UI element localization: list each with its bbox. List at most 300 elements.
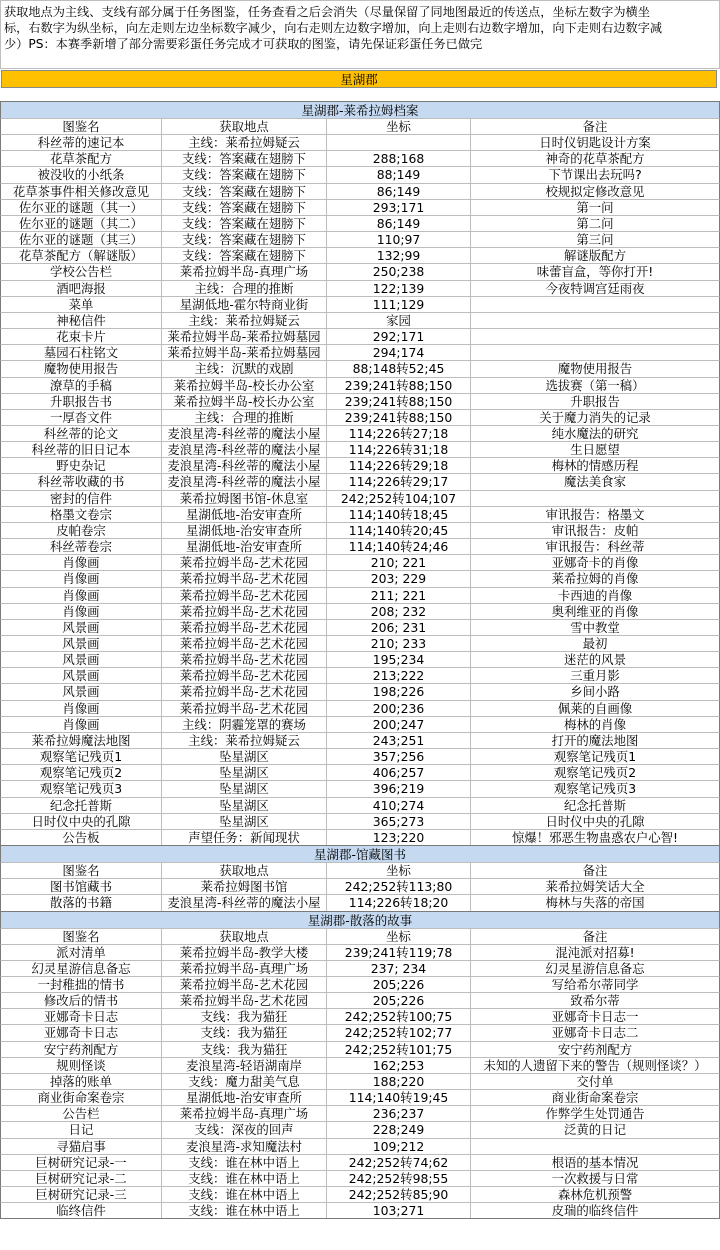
location-cell: 麦浪星湾-科丝蒂的魔法小屋 [162, 895, 327, 910]
location-cell: 坠星湖区 [162, 765, 327, 780]
column-header: 坐标 [327, 929, 471, 944]
coordinate-cell: 114;226转29;18 [327, 458, 471, 473]
coordinate-cell: 406;257 [327, 765, 471, 780]
table-row [0, 1121, 720, 1137]
location-cell: 莱希拉姆半岛-教学大楼 [162, 945, 327, 960]
column-header: 备注 [582, 863, 608, 879]
location-cell: 星湖低地-治安审查所 [162, 523, 327, 538]
coordinate-cell: 242;252转113;80 [327, 879, 471, 894]
coordinate-cell: 86;149 [327, 216, 471, 231]
location-cell: 主线：沉默的戏剧 [162, 361, 327, 376]
location-cell: 星湖低地-霍尔特商业街 [162, 297, 327, 312]
name-cell: 观察笔记残页2 [1, 765, 162, 780]
location-cell: 支线：魔力甜美气息 [162, 1074, 327, 1089]
name-cell: 菜单 [1, 297, 162, 312]
location-cell: 麦浪星湾-科丝蒂的魔法小屋 [162, 426, 327, 441]
location-cell: 星湖低地-治安审查所 [162, 1090, 327, 1105]
remark-cell: 泛黄的日记 [564, 1122, 626, 1138]
table-row [0, 813, 720, 829]
name-cell: 科丝蒂的旧日记本 [1, 442, 162, 457]
remark-cell: 佩莱的自画像 [557, 700, 633, 716]
table-row [0, 764, 720, 780]
remark-cell: 关于魔力消失的记录 [539, 409, 651, 425]
coordinate-cell: 114;226转31;18 [327, 442, 471, 457]
remark-cell: 交付单 [576, 1073, 614, 1089]
coordinate-cell: 110;97 [327, 232, 471, 247]
name-cell: 纪念托普斯 [1, 798, 162, 813]
location-cell: 莱希拉姆半岛-艺术花园 [162, 555, 327, 570]
location-cell: 支线：谁在林中语上 [162, 1203, 327, 1218]
column-header: 备注 [582, 928, 608, 944]
location-cell: 莱希拉姆半岛-真理广场 [162, 264, 327, 279]
table-row [0, 1024, 720, 1040]
location-cell: 麦浪星湾-科丝蒂的魔法小屋 [162, 474, 327, 489]
coordinate-cell: 242;252转98;55 [327, 1171, 471, 1186]
coordinate-cell: 162;253 [327, 1058, 471, 1073]
remark-cell: 亚娜奇卡日志二 [551, 1025, 639, 1041]
column-header: 获取地点 [162, 929, 327, 944]
table-row [0, 603, 720, 619]
coordinate-cell: 123;220 [327, 830, 471, 845]
name-cell: 肖像画 [1, 571, 162, 586]
location-cell: 莱希拉姆半岛-艺术花园 [162, 701, 327, 716]
name-cell: 佐尔亚的谜题（其二） [1, 216, 162, 231]
remark-cell: 卡西迪的肖像 [557, 587, 633, 603]
table-row [0, 1186, 720, 1202]
location-cell: 莱希拉姆半岛-艺术花园 [162, 668, 327, 683]
remark-cell: 森林危机预警 [557, 1187, 633, 1202]
location-cell: 支线：我为猫狂 [162, 1009, 327, 1024]
location-cell: 支线：答案藏在翅膀下 [162, 184, 327, 199]
name-cell: 野史杂记 [1, 458, 162, 473]
location-cell: 支线：答案藏在翅膀下 [162, 216, 327, 231]
location-cell: 支线：我为猫狂 [162, 1025, 327, 1040]
name-cell: 商业街命案卷宗 [1, 1090, 162, 1105]
table-row [0, 748, 720, 764]
remark-cell: 生日愿望 [570, 442, 620, 458]
remark-cell: 根语的基本情况 [551, 1154, 639, 1170]
name-cell: 风景画 [1, 668, 162, 683]
name-cell: 佐尔亚的谜题（其三） [1, 232, 162, 247]
remark-cell: 写给希尔蒂同学 [551, 976, 639, 992]
location-cell: 支线：谁在林中语上 [162, 1171, 327, 1186]
remark-cell: 混沌派对招募! [555, 944, 635, 960]
name-cell: 安宁药剂配方 [1, 1042, 162, 1057]
name-cell: 亚娜奇卡日志 [1, 1009, 162, 1024]
remark-cell: 梅林与失落的帝国 [545, 895, 645, 911]
name-cell: 佐尔亚的谜题（其一） [1, 200, 162, 215]
column-header: 获取地点 [162, 119, 327, 134]
table-row [0, 506, 720, 522]
location-cell: 主线：阴霾笼罩的赛场 [162, 717, 327, 732]
name-cell: 花束卡片 [1, 329, 162, 344]
location-cell: 支线：深夜的回声 [162, 1122, 327, 1137]
table-row [0, 150, 720, 166]
coordinate-cell: 228;249 [327, 1122, 471, 1137]
coordinate-cell: 195;234 [327, 652, 471, 667]
name-cell: 日记 [1, 1122, 162, 1137]
table-row [0, 651, 720, 667]
remark-cell: 今夜特调宫廷雨夜 [545, 280, 645, 296]
location-cell: 主线：莱希拉姆疑云 [162, 313, 327, 328]
table-header-row [0, 928, 720, 944]
coordinate-cell: 家园 [327, 313, 471, 328]
location-cell: 莱希拉姆半岛-艺术花园 [162, 636, 327, 651]
table-row [0, 797, 720, 813]
location-cell: 麦浪星湾-科丝蒂的魔法小屋 [162, 442, 327, 457]
table-row [0, 425, 720, 441]
coordinate-cell: 396;219 [327, 781, 471, 796]
table-row [0, 667, 720, 683]
table-row [0, 878, 720, 894]
coordinate-cell: 210; 233 [327, 636, 471, 651]
section-title: 星湖郡-馆藏图书 [0, 845, 720, 862]
remark-cell: 梅林的肖像 [564, 716, 626, 732]
coordinate-cell: 109;212 [327, 1139, 471, 1154]
table-row [0, 183, 720, 199]
name-cell: 花草茶配方 [1, 151, 162, 166]
location-cell: 坠星湖区 [162, 781, 327, 796]
table-row [0, 829, 720, 845]
table-header-row [0, 862, 720, 878]
table-row [0, 960, 720, 976]
location-cell: 主线：合理的推断 [162, 281, 327, 296]
coordinate-cell: 239;241转88;150 [327, 394, 471, 409]
coordinate-cell: 114;226转18;20 [327, 895, 471, 910]
coordinate-cell: 242;252转85;90 [327, 1187, 471, 1202]
coordinate-cell: 236;237 [327, 1106, 471, 1121]
location-cell: 坠星湖区 [162, 798, 327, 813]
coordinate-cell: 203; 229 [327, 571, 471, 586]
table-row [0, 247, 720, 263]
location-cell: 莱希拉姆半岛-真理广场 [162, 1106, 327, 1121]
section-title: 星湖郡-散落的故事 [0, 911, 720, 928]
remark-cell: 第一问 [576, 199, 614, 215]
instructions-note [0, 0, 720, 69]
table-row [0, 263, 720, 279]
table-row [0, 635, 720, 651]
location-cell: 支线：答案藏在翅膀下 [162, 151, 327, 166]
remark-cell: 商业街命案卷宗 [551, 1090, 639, 1106]
location-cell: 莱希拉姆半岛-莱希拉姆墓园 [162, 345, 327, 360]
name-cell: 公告板 [1, 830, 162, 845]
remark-cell: 惊爆！邪恶生物蛊惑农户心智! [511, 829, 679, 845]
table-row [0, 441, 720, 457]
remark-cell: 纪念托普斯 [564, 797, 626, 813]
location-cell: 坠星湖区 [162, 749, 327, 764]
name-cell: 派对清单 [1, 945, 162, 960]
name-cell: 格墨文卷宗 [1, 507, 162, 522]
coordinate-cell: 205;226 [327, 977, 471, 992]
coordinate-cell: 293;171 [327, 200, 471, 215]
remark-cell: 选拔赛（第一稿） [545, 377, 645, 393]
coordinate-cell: 122;139 [327, 281, 471, 296]
name-cell: 墓园石柱铭文 [1, 345, 162, 360]
table-row [0, 166, 720, 182]
column-header: 备注 [582, 119, 608, 134]
coordinate-cell: 188;220 [327, 1074, 471, 1089]
name-cell: 风景画 [1, 636, 162, 651]
location-cell: 莱希拉姆半岛-莱希拉姆墓园 [162, 329, 327, 344]
name-cell: 学校公告栏 [1, 264, 162, 279]
remark-cell: 下节课出去玩吗? [548, 167, 642, 183]
table-row [0, 683, 720, 699]
coordinate-cell: 242;252转100;75 [327, 1009, 471, 1024]
remark-cell: 审讯报告：皮帕 [551, 522, 639, 538]
coordinate-cell: 86;149 [327, 184, 471, 199]
table-header-row [0, 118, 720, 134]
location-cell: 莱希拉姆半岛-艺术花园 [162, 604, 327, 619]
table-row [0, 1202, 720, 1218]
instructions-line-1: 获取地点为主线、支线有部分属于任务图鉴，任务查看之后会消失（尽量保留了同地图最近的传送点，坐标左数字为横坐 [4, 5, 650, 19]
remark-cell: 亚娜奇卡日志一 [551, 1009, 639, 1025]
table-row [0, 1073, 720, 1089]
remark-cell: 观察笔记残页3 [553, 781, 637, 797]
remark-cell [471, 297, 719, 312]
coordinate-cell: 114;140转24;46 [327, 539, 471, 554]
table-row [0, 134, 720, 150]
name-cell: 皮帕卷宗 [1, 523, 162, 538]
location-cell: 莱希拉姆半岛-艺术花园 [162, 620, 327, 635]
coordinate-cell: 206; 231 [327, 620, 471, 635]
coordinate-cell: 114;140转19;45 [327, 1090, 471, 1105]
remark-cell: 未知的人遗留下来的警告（规则怪谈？） [483, 1057, 707, 1073]
name-cell: 一封稚拙的情书 [1, 977, 162, 992]
name-cell: 升职报告书 [1, 394, 162, 409]
remark-cell: 亚娜奇卡的肖像 [551, 555, 639, 571]
table-row [0, 296, 720, 312]
name-cell: 公告栏 [1, 1106, 162, 1121]
name-cell: 日时仪中央的孔隙 [1, 814, 162, 829]
remark-cell: 皮瑞的临终信件 [551, 1203, 639, 1219]
column-header: 坐标 [327, 119, 471, 134]
coordinate-cell: 198;226 [327, 684, 471, 699]
location-cell: 星湖低地-治安审查所 [162, 539, 327, 554]
table-row [0, 976, 720, 992]
location-cell: 莱希拉姆半岛-艺术花园 [162, 652, 327, 667]
column-header: 坐标 [327, 863, 471, 878]
collection-table [0, 101, 720, 1219]
remark-cell: 奥利维亚的肖像 [551, 603, 639, 619]
name-cell: 寻猫启事 [1, 1139, 162, 1154]
name-cell: 被没收的小纸条 [1, 167, 162, 182]
name-cell: 散落的书籍 [1, 895, 162, 910]
column-header: 图鉴名 [1, 119, 162, 134]
table-row [0, 619, 720, 635]
column-header: 获取地点 [162, 863, 327, 878]
location-cell: 支线：谁在林中语上 [162, 1155, 327, 1170]
name-cell: 观察笔记残页1 [1, 749, 162, 764]
coordinate-cell: 88;149 [327, 167, 471, 182]
location-cell: 莱希拉姆半岛-艺术花园 [162, 684, 327, 699]
name-cell: 肖像画 [1, 604, 162, 619]
remark-cell: 最初 [582, 636, 608, 651]
table-row [0, 1105, 720, 1121]
region-title: 星湖郡 [1, 70, 717, 88]
location-cell: 支线：我为猫狂 [162, 1042, 327, 1057]
table-row [0, 716, 720, 732]
remark-cell: 莱希拉姆的肖像 [551, 571, 639, 587]
coordinate-cell: 205;226 [327, 993, 471, 1008]
remark-cell: 作弊学生处罚通告 [545, 1106, 645, 1122]
remark-cell: 日时仪钥匙设计方案 [539, 135, 651, 151]
column-header: 图鉴名 [1, 863, 162, 878]
coordinate-cell: 114;226转27;18 [327, 426, 471, 441]
name-cell: 亚娜奇卡日志 [1, 1025, 162, 1040]
table-row [0, 1170, 720, 1186]
name-cell: 科丝蒂收藏的书 [1, 474, 162, 489]
remark-cell: 迷茫的风景 [564, 652, 626, 668]
location-cell: 莱希拉姆图书馆-休息室 [162, 491, 327, 506]
table-row [0, 780, 720, 796]
coordinate-cell: 288;168 [327, 151, 471, 166]
coordinate-cell: 243;251 [327, 733, 471, 748]
name-cell: 潦草的手稿 [1, 378, 162, 393]
table-row [0, 732, 720, 748]
remark-cell: 梅林的情感历程 [551, 458, 639, 474]
coordinate-cell: 114;140转18;45 [327, 507, 471, 522]
name-cell: 花草茶配方（解谜版） [1, 248, 162, 263]
table-row [0, 992, 720, 1008]
name-cell: 风景画 [1, 684, 162, 699]
remark-cell [471, 329, 719, 344]
table-row [0, 944, 720, 960]
remark-cell: 莱希拉姆笑话大全 [545, 879, 645, 895]
coordinate-cell: 111;129 [327, 297, 471, 312]
name-cell: 花草茶事件相关修改意见 [1, 184, 162, 199]
table-row [0, 393, 720, 409]
table-row [0, 1057, 720, 1073]
remark-cell: 味蕾盲盒，等你打开! [536, 264, 654, 280]
location-cell: 主线：合理的推断 [162, 410, 327, 425]
table-row [0, 344, 720, 360]
section-title: 星湖郡-莱希拉姆档案 [0, 101, 720, 118]
table-row [0, 280, 720, 296]
table-row [0, 1089, 720, 1105]
name-cell: 掉落的账单 [1, 1074, 162, 1089]
coordinate-cell: 208; 232 [327, 604, 471, 619]
remark-cell: 审讯报告：格墨文 [545, 506, 645, 522]
coordinate-cell [327, 135, 471, 150]
location-cell: 支线：答案藏在翅膀下 [162, 232, 327, 247]
location-cell: 坠星湖区 [162, 814, 327, 829]
location-cell: 支线：谁在林中语上 [162, 1187, 327, 1202]
table-row [0, 1008, 720, 1024]
name-cell: 观察笔记残页3 [1, 781, 162, 796]
location-cell: 莱希拉姆半岛-真理广场 [162, 961, 327, 976]
remark-cell: 三重月影 [570, 668, 620, 684]
name-cell: 风景画 [1, 652, 162, 667]
table-row [0, 894, 720, 910]
remark-cell: 雪中教堂 [570, 619, 620, 635]
remark-cell: 日时仪中央的孔隙 [545, 813, 645, 829]
location-cell: 星湖低地-治安审查所 [162, 507, 327, 522]
column-header: 图鉴名 [1, 929, 162, 944]
remark-cell [471, 1139, 719, 1154]
table-row [0, 1138, 720, 1154]
name-cell: 修改后的情书 [1, 993, 162, 1008]
name-cell: 科丝蒂卷宗 [1, 539, 162, 554]
location-cell: 麦浪星湾-科丝蒂的魔法小屋 [162, 458, 327, 473]
name-cell: 风景画 [1, 620, 162, 635]
table-row [0, 231, 720, 247]
remark-cell: 升职报告 [570, 393, 620, 409]
location-cell: 支线：答案藏在翅膀下 [162, 248, 327, 263]
name-cell: 魔物使用报告 [1, 361, 162, 376]
instructions-line-2: 标，右数字为纵坐标，向左走则左边坐标数字减少，向右走则左边数字增加，向上走则右边数字增加，向下走则右边数字减 [4, 21, 663, 36]
table-row [0, 457, 720, 473]
name-cell: 科丝蒂的速记本 [1, 135, 162, 150]
table-row [0, 328, 720, 344]
remark-cell: 魔法美食家 [564, 474, 626, 490]
location-cell: 莱希拉姆半岛-校长办公室 [162, 394, 327, 409]
table-row [0, 312, 720, 328]
name-cell: 肖像画 [1, 701, 162, 716]
table-row [0, 1041, 720, 1057]
table-row [0, 522, 720, 538]
name-cell: 肖像画 [1, 555, 162, 570]
remark-cell [471, 313, 719, 328]
coordinate-cell: 357;256 [327, 749, 471, 764]
table-row [0, 409, 720, 425]
location-cell: 支线：答案藏在翅膀下 [162, 167, 327, 182]
coordinate-cell: 103;271 [327, 1203, 471, 1218]
coordinate-cell: 294;174 [327, 345, 471, 360]
name-cell: 密封的信件 [1, 491, 162, 506]
coordinate-cell: 242;252转74;62 [327, 1155, 471, 1170]
table-bottom-border [0, 1218, 720, 1219]
name-cell: 巨树研究记录-三 [1, 1187, 162, 1202]
name-cell: 巨树研究记录-二 [1, 1171, 162, 1186]
remark-cell: 审讯报告：科丝蒂 [545, 539, 645, 555]
name-cell: 酒吧海报 [1, 281, 162, 296]
remark-cell: 观察笔记残页2 [553, 765, 637, 781]
remark-cell: 幻灵星游信息备忘 [545, 960, 645, 976]
location-cell: 莱希拉姆半岛-艺术花园 [162, 977, 327, 992]
name-cell: 肖像画 [1, 588, 162, 603]
location-cell: 主线：莱希拉姆疑云 [162, 733, 327, 748]
coordinate-cell: 211; 221 [327, 588, 471, 603]
coordinate-cell: 213;222 [327, 668, 471, 683]
table-row [0, 360, 720, 376]
location-cell: 主线：莱希拉姆疑云 [162, 135, 327, 150]
remark-cell: 安宁药剂配方 [557, 1041, 633, 1057]
coordinate-cell: 88;148转52;45 [327, 361, 471, 376]
remark-cell [471, 345, 719, 360]
table-row [0, 554, 720, 570]
coordinate-cell: 365;273 [327, 814, 471, 829]
coordinate-cell: 250;238 [327, 264, 471, 279]
name-cell: 肖像画 [1, 717, 162, 732]
location-cell: 声望任务：新闻现状 [162, 830, 327, 845]
coordinate-cell: 132;99 [327, 248, 471, 263]
coordinate-cell: 292;171 [327, 329, 471, 344]
remark-cell: 解谜版配方 [564, 248, 626, 264]
remark-cell: 乡间小路 [570, 684, 620, 700]
instructions-line-3: 少）PS：本赛季新增了部分需要彩蛋任务完成才可获取的图鉴，请先保证彩蛋任务已做完 [4, 37, 483, 52]
location-cell: 莱希拉姆半岛-校长办公室 [162, 378, 327, 393]
remark-cell: 纯水魔法的研究 [551, 425, 639, 441]
location-cell: 麦浪星湾-轻语湖南岸 [162, 1058, 327, 1073]
coordinate-cell: 239;241转119;78 [327, 945, 471, 960]
coordinate-cell: 200;247 [327, 717, 471, 732]
name-cell: 莱希拉姆魔法地图 [1, 733, 162, 748]
remark-cell: 致希尔蒂 [570, 993, 620, 1009]
coordinate-cell: 242;252转104;107 [327, 491, 471, 506]
location-cell: 麦浪星湾-求知魔法村 [162, 1139, 327, 1154]
coordinate-cell: 200;236 [327, 701, 471, 716]
name-cell: 科丝蒂的论文 [1, 426, 162, 441]
